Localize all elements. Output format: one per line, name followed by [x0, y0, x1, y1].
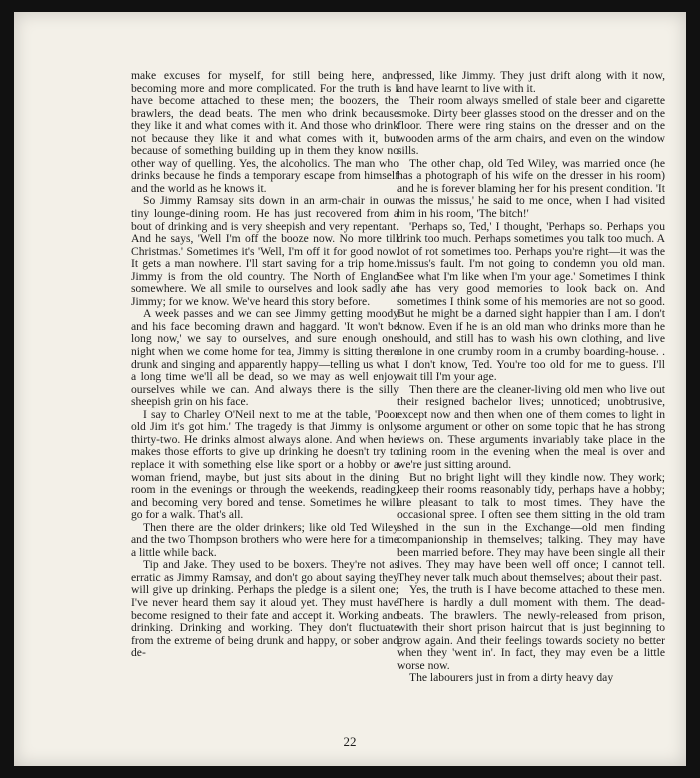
- paragraph: But no bright light will they kindle now. They work; keep their rooms reasonably tidy, perhaps have a hobby; are pleasant to talk to most times. They have the occasional spree. I often see them sitting in the old tram shed in the sun in the Exchange—old men finding companionship in themselves; talking. They may have been married before. They may have been single all their lives. They may have been well off once; I cannot tell. They never talk much about themselves; about their past.: [397, 470, 665, 584]
- paragraph: Then there are the older drinkers; like old Ted Wiley and the two Thompson brothers who were here for a time a little while back.: [131, 520, 399, 559]
- paragraph: The labourers just in from a dirty heavy day: [409, 671, 614, 685]
- paragraph: Tip and Jake. They used to be boxers. They're not as erratic as Jimmy Ramsay, and don't go about saying they will give up drinking. Perhaps the pledge is a silent one; I've never heard them say it aloud yet. They must have become resigned to their fate and accept it. Working and drinking. Drinking and working. They don't fluctuate from the extreme of being drunk and happy, or sober and de-: [131, 558, 399, 660]
- paragraph: Their room always smelled of stale beer and cigarette smoke. Dirty beer glasses stood on the dresser and on the floor. There were ring stains on the dresser and on the wooden arms of the arm chairs, and even on the window sills.: [397, 94, 665, 158]
- paragraph: Then there are the cleaner-living old men who live out their resigned bachelor lives; unnoticed; unobtrusive, except now and then when one of them comes to light in some argument or other on some topic that he has strong views on. These arguments invariably take place in the dining room in the evening when the meal is over and we're just sitting around.: [397, 382, 665, 471]
- left-text-column: [131, 70, 399, 660]
- paragraph: A week passes and we can see Jimmy getting moody and his face becoming drawn and haggard. 'It won't be long now,' we say to ourselves, and sure enough one night when we come home for tea, Jimmy is sitting there drunk and singing and apparently happy—telling us what a long time we'll all be dead, so we may as well enjoy ourselves while we can. And always there is the silly sheepish grin on his face.: [131, 307, 399, 409]
- paragraph: So Jimmy Ramsay sits down in an arm-chair in our tiny lounge-dining room. He has just recovered from a bout of drinking and is very sheepish and very repentant. And he says, 'Well I'm off the booze now. No more till Christmas.' Sometimes it's 'Well, I'm off it for good now. It gets a man nowhere. I'll start saving for a trip home.' Jimmy is from the old country. The North of England somewhere. We all smile to ourselves and look sadly at Jimmy; for we know. We've heard this story before.: [131, 194, 399, 308]
- paragraph: Yes, the truth is I have become attached to these men. There is hardly a dull moment with them. The dead-beats. The brawlers. The newly-released from prison, with their short prison haircut that is just beginning to grow again. And their feelings towards society no better when they 'went in'. In fact, they may even be a little worse now.: [397, 583, 665, 672]
- paragraph: pressed, like Jimmy. They just drift along with it now, and have learnt to live with it.: [397, 69, 665, 95]
- paragraph: The other chap, old Ted Wiley, was married once (he has a photograph of his wife on the dresser in his room) and he is forever blaming her for his present condition. 'It was the missus,' he said to me once, when I had visited him in his room, 'The bitch!': [397, 156, 665, 221]
- page-number: 22: [343, 734, 357, 749]
- paragraph: make excuses for myself, for still being here, and becoming more and more complicated. For the truth is I have become attached to these men; the boozers, the brawlers, the dead beats. The men who drink because they like it and what comes with it. And those who drink not because they like it and what comes with it, but because of something building up in them they know no other way of quelling. Yes, the alcoholics. The man who drinks because he finds a temporary escape from himself and the world as he knows it.: [131, 69, 399, 195]
- right-text-column: [397, 70, 665, 685]
- book-page: [14, 12, 686, 766]
- paragraph: I say to Charley O'Neil next to me at the table, 'Poor old Jim it's got him.' The tragedy is that Jimmy is only thirty-two. He drinks almost always alone. And when he makes those efforts to give up drinking he doesn't try to replace it with something else like sport or a hobby or a woman friend, maybe, but just sits about in the dining room in the evenings or through the weekends, reading, and becoming very bored and tense. Sometimes he will go for a walk. That's all.: [131, 407, 399, 522]
- paragraph: 'Perhaps so, Ted,' I thought, 'Perhaps so. Perhaps you drink too much. Perhaps sometimes you talk too much. A lot of rot sometimes too. Perhaps you're right—it was the missus's fault. I'm not going to condemn you old man. See what I'm like when I'm your age.' Sometimes I think he has very good memories to look back on. And sometimes I think some of his memories are not so good. But he might be a darned sight happier than I am. I don't know. Even if he is an old man who drinks more than he should, and still has to wash his own clothing, and live alone in one crumby room in a crumby boarding-house. . . I don't know, Ted. You're too old for me to guess. I'll wait till I'm your age.: [397, 219, 665, 384]
